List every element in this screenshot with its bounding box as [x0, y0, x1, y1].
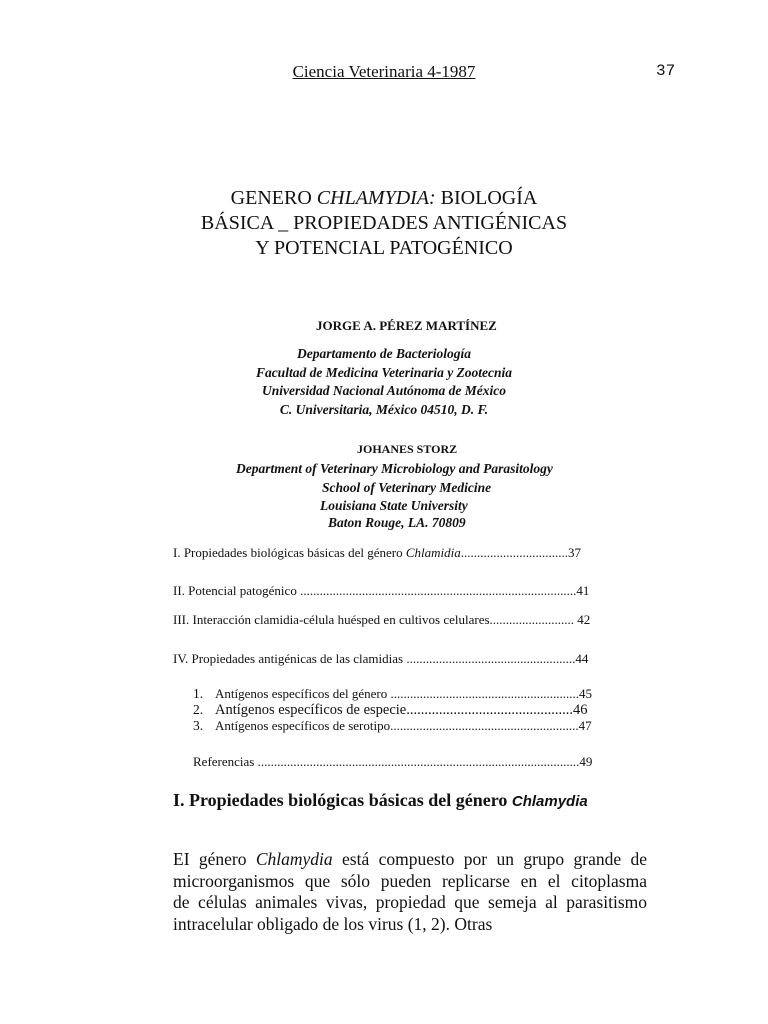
body-genus: Chlamydia: [255, 849, 333, 869]
affiliation-line: Louisiana State University: [320, 498, 468, 513]
section-heading-text: I. Propiedades biológicas básicas del género: [173, 790, 512, 810]
title-line-2: BÁSICA _ PROPIEDADES ANTIGÉNICAS: [200, 212, 568, 234]
title-genus: CHLAMYDIA:: [316, 187, 436, 209]
author-affiliation-1: [0, 345, 768, 419]
author-name-1: JORGE A. PÉREZ MARTÍNEZ: [316, 318, 497, 333]
affiliation-line: Department of Veterinary Microbiology and Parasitology: [236, 461, 553, 476]
title-line-3: Y POTENCIAL PATOGÉNICO: [255, 237, 513, 259]
affiliation-line: Departamento de Bacteriología: [297, 346, 471, 361]
toc-item-references: Referencias ...................................................................................................49: [193, 754, 593, 769]
article-title: [0, 186, 768, 261]
title-line-1: [0, 186, 768, 211]
toc-subitem-1: [193, 686, 592, 702]
toc-subitem-2: [193, 702, 592, 718]
section-heading-genus: Chlamydia: [511, 793, 588, 810]
toc-subitem-number: 2.: [193, 702, 204, 717]
toc-text: I. Propiedades biológicas básicas del género: [173, 545, 406, 560]
toc-subitem-number: 1.: [193, 686, 204, 701]
body-line-1: [173, 849, 647, 871]
affiliation-line: Facultad de Medicina Veterinaria y Zootecnia: [255, 364, 513, 380]
affiliation-line: School of Veterinary Medicine: [322, 480, 492, 495]
affiliation-line: Universidad Nacional Autónoma de México: [261, 383, 506, 398]
toc-item-iii: III. Interacción clamidia-célula huésped en cultivos celulares.......................... 42: [173, 612, 591, 627]
toc-subitem-text: Antígenos específicos de especie..............................................46: [215, 702, 588, 718]
toc-subitem-number: 3.: [193, 718, 204, 733]
body-line-4: intracelular obligado de los virus (1, 2). Otras: [173, 913, 493, 934]
toc-item-i: [173, 545, 581, 561]
toc-sublist: [193, 686, 592, 734]
toc-subitem-3: [193, 718, 592, 734]
body-paragraph: [173, 849, 647, 935]
toc-subitem-text: Antígenos específicos del género ..........................................................45: [215, 686, 592, 701]
body-text: está compuesto por un grupo grande de: [332, 849, 647, 869]
journal-header: [0, 62, 768, 82]
toc-item-ii: II. Potencial patogénico .....................................................................................41: [173, 583, 590, 598]
toc-genus: Chlamidia: [405, 545, 461, 560]
journal-title: Ciencia Veterinaria 4-1987: [292, 62, 476, 81]
affiliation-line: Baton Rouge, LA. 70809: [328, 515, 466, 530]
title-text: BIOLOGÍA: [435, 187, 538, 209]
toc-item-iv: IV. Propiedades antigénicas de las clamidias ....................................................44: [173, 651, 589, 666]
affiliation-line: C. Universitaria, México 04510, D. F.: [279, 401, 489, 417]
section-heading: [173, 790, 588, 811]
body-text: EI género: [173, 849, 256, 869]
body-line-3: de células animales vivas, propiedad que semeja al parasitismo: [173, 892, 647, 912]
title-text: GENERO: [230, 187, 317, 209]
toc-subitem-text: Antígenos específicos de serotipo..........................................................47: [215, 718, 592, 733]
page-number: 37: [656, 62, 676, 80]
body-line-2: microorganismos que sólo pueden replicarse en el citoplasma: [173, 870, 647, 891]
toc-leader: .................................37: [460, 545, 582, 560]
author-name-2: JOHANES STORZ: [357, 442, 458, 456]
